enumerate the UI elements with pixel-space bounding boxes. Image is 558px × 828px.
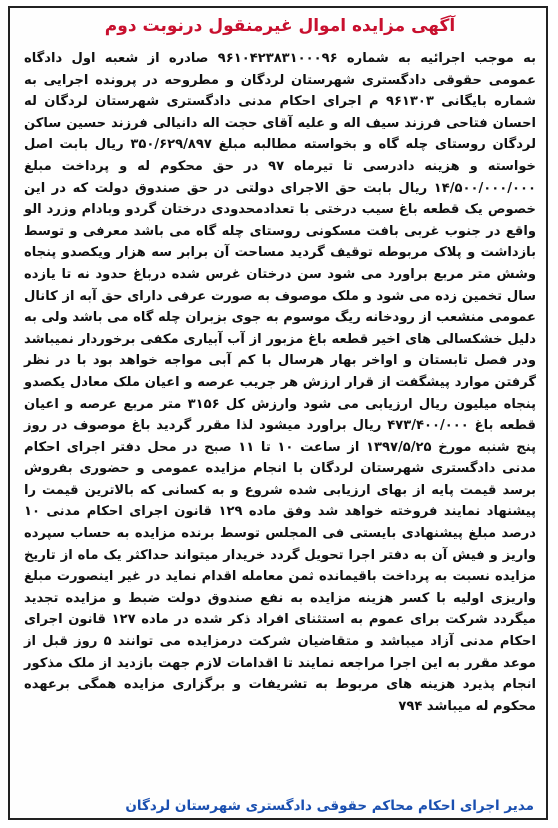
notice-signature: مدیر اجرای احکام محاکم حقوقی دادگستری شهرستان لردگان bbox=[125, 798, 534, 814]
notice-frame bbox=[8, 6, 548, 820]
notice-body: به موجب اجرائیه به شماره ۹۶۱۰۴۲۳۸۳۱۰۰۰۹۶ صادره از شعبه اول دادگاه عمومی حقوقی دادگستری شهرستان لردگان و مطروحه در پرونده اجرایی به شماره بایگانی ۹۶۱۳۰۳ م اجرای احکام مدنی دادگستری شهرستان لردگان له احسان فتاحی فرزند سیف اله و علیه آقای حجت اله دانیالی فرزند حسین ساکن لردگان روستای چله گاه و بخواسته مطالبه مبلغ ۳۵۰/۶۲۹/۸۹۷ ریال بابت اصل خواسته و هزینه دادرسی تا تیرماه ۹۷ در حق محکوم له و پرداخت مبلغ ۱۴/۵۰۰/۰۰۰/۰۰۰ ریال بابت حق الاجرای دولتی در حق صندوق دولت که در این خصوص یک قطعه باغ سیب درختی با تعدادمحدودی درختان گردو وبادام وزرد الو واقع در جنوب غربی بافت مسکونی روستای چله گاه می باشد معرفی و توسط بازداشت و پلاک مربوطه توقیف گردید مساحت آن برابر سه هزار ویکصدو پنجاه وشش متر مربع براورد می شود سن درختان غرس شده درباغ حدود نه تا یازده سال تخمین زده می شود و ملک موصوف به صورت عرفی دارای حق آبه از کانال عمومی منشعب از رودخانه ریگ موسوم به جوی بزبران چله گاه می باشد ولی به دلیل خشکسالی های اخیر قطعه باغ مزبور از آب آبیاری مکفی برخوردار نمیباشد ودر فصل تابستان و اواخر بهار هرسال با کم آبی مواجه خواهد بود با در نظر گرفتن موارد پیشگفت از قرار ارزش هر جریب عرصه و اعیان ملک معادل یکصدو پنجاه میلیون ریال ارزیابی می شود وارزش کل ۳۱۵۶ متر مربع عرصه و اعیان قطعه باغ ۴۷۳/۴۰۰/۰۰۰ ریال براورد میشود لذا مقرر گردید باغ موصوف در روز پنج شنبه مورخ ۱۳۹۷/۵/۲۵ از ساعت ۱۰ تا ۱۱ صبح در محل دفتر اجرای احکام مدنی دادگستری شهرستان لردگان با انجام مزایده عمومی و حضوری بفروش برسد قیمت پایه از بهای ارزیابی شده شروع و به کسانی که بالاترین قیمت را پیشنهاد نمایند فروخته خواهد شد وفق ماده ۱۲۹ قانون اجرای احکام مدنی ۱۰ درصد مبلغ پیشنهادی بایستی فی المجلس توسط برنده مزایده به حساب سپرده واریز و فیش آن به دفتر اجرا تحویل گردد خریدار میتواند حداکثر یک ماه از تاریخ مزایده نسبت به پرداخت باقیمانده ثمن معامله اقدام نماید در غیر اینصورت مبلغ واریزی اولیه با کسر هزینه مزایده به نفع صندوق دولت ضبط و مزایده تجدید میگردد شرکت برای عموم به استثنای افراد ذکر شده در ماده ۱۲۷ قانون اجرای احکام مدنی آزاد میباشد و متقاضیان شرکت درمزایده می توانند ۵ روز قبل از موعد مقرر به این اجرا مراجعه نمایند تا اقدامات لازم جهت بازدید از ملک مذکور انجام پذیرد هزینه های مربوط به تشریفات و برگزاری مزایده همگی برعهده محکوم له میباشد ۷۹۴ bbox=[24, 51, 537, 714]
notice-title: آگهی مزایده اموال غیرمنقول درنوبت دوم bbox=[104, 16, 456, 36]
